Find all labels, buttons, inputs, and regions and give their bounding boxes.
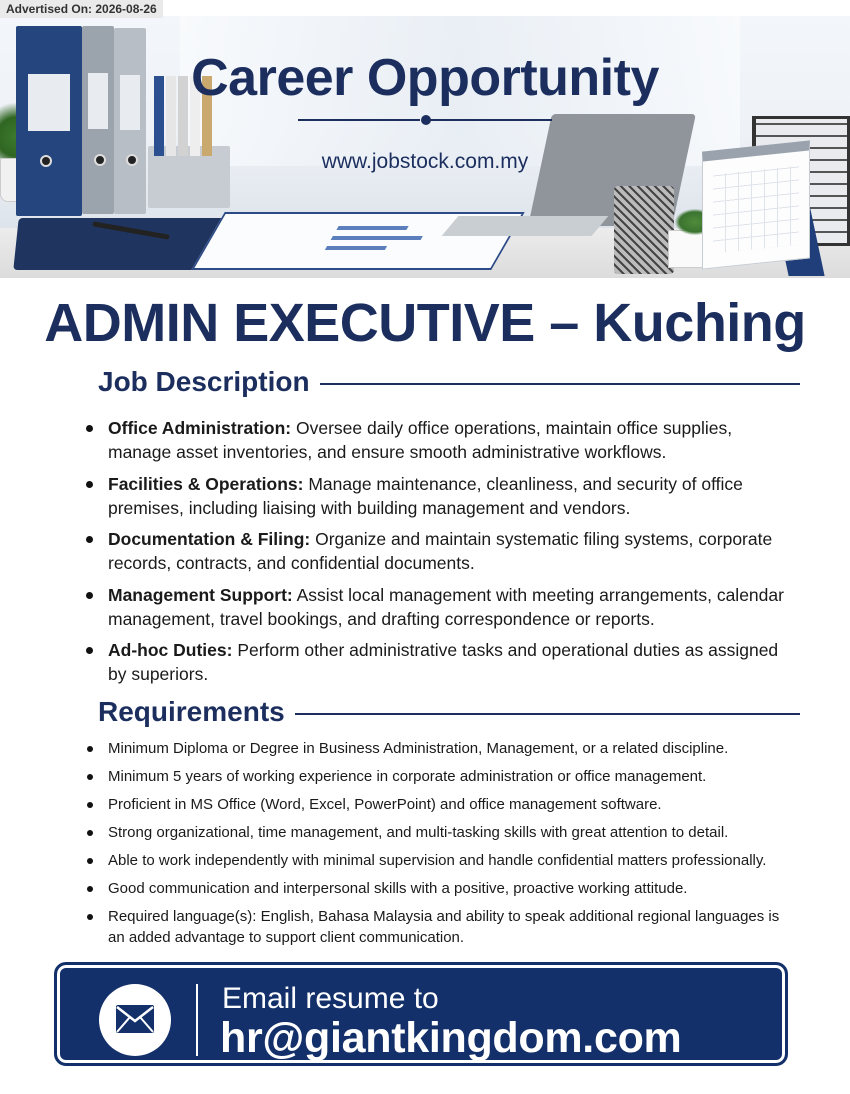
item-lead: Facilities & Operations: <box>108 473 304 494</box>
cta-divider <box>196 984 198 1056</box>
email-link[interactable]: hr@giantkingdom.com <box>220 1014 682 1062</box>
list-item: Good communication and interpersonal skills with a positive, proactive working attitude. <box>108 878 788 899</box>
requirements-heading: Requirements <box>98 696 285 727</box>
envelope-icon <box>99 984 171 1056</box>
list-item <box>108 638 788 686</box>
list-item <box>108 472 788 520</box>
pen-cup-icon <box>614 186 674 274</box>
requirements-header <box>98 696 800 728</box>
list-item: Able to work independently with minimal supervision and handle confidential matters professionally. <box>108 850 788 871</box>
item-lead: Office Administration: <box>108 418 292 438</box>
item-text: Perform other administrative tasks and operational duties as assigned by superiors. <box>108 640 779 684</box>
list-item <box>108 527 788 575</box>
hero-divider <box>298 119 420 121</box>
list-item <box>108 416 788 464</box>
advertised-date: Advertised On: 2026-08-26 <box>0 0 163 18</box>
list-item: Strong organizational, time management, and multi-tasking skills with great attention to detail. <box>108 822 788 843</box>
section-divider <box>320 383 800 385</box>
job-description-heading: Job Description <box>98 366 310 397</box>
email-cta-banner[interactable] <box>54 962 788 1066</box>
list-item: Required language(s): English, Bahasa Malaysia and ability to speak additional regional languages is an added advantage to support client communication. <box>108 906 788 948</box>
item-text: Oversee daily office operations, maintain office supplies, manage asset inventories, and ensure smooth administrative workflows. <box>108 418 733 462</box>
list-item <box>108 583 788 631</box>
item-text: Manage maintenance, cleanliness, and security of office premises, including liaising with building management and vendors. <box>108 473 743 518</box>
job-description-list <box>108 416 788 694</box>
item-text: Organize and maintain systematic filing systems, corporate records, contracts, and confidential documents. <box>108 529 773 573</box>
laptop-keyboard <box>442 216 609 236</box>
job-description-header <box>98 366 800 398</box>
hero-divider <box>430 119 552 121</box>
list-item: Minimum Diploma or Degree in Business Administration, Management, or a related discipline. <box>108 738 788 759</box>
hero-title: Career Opportunity <box>191 49 659 107</box>
item-lead: Ad-hoc Duties: <box>108 640 233 660</box>
list-item: Proficient in MS Office (Word, Excel, PowerPoint) and office management software. <box>108 794 788 815</box>
envelope-icon-graphic <box>115 1004 155 1034</box>
item-text: Assist local management with meeting arrangements, calendar management, travel bookings, and drafting correspondence or reports. <box>108 584 784 629</box>
section-divider <box>295 713 800 715</box>
site-url[interactable]: www.jobstock.com.my <box>321 150 529 173</box>
item-lead: Documentation & Filing: <box>108 529 311 549</box>
cta-label: Email resume to <box>222 982 439 1015</box>
hero-banner <box>0 16 850 278</box>
list-item: Minimum 5 years of working experience in corporate administration or office management. <box>108 766 788 787</box>
job-title: ADMIN EXECUTIVE – Kuching <box>44 293 806 353</box>
requirements-list <box>108 738 788 955</box>
cta-inner <box>62 970 780 1062</box>
item-lead: Management Support: <box>108 584 293 605</box>
